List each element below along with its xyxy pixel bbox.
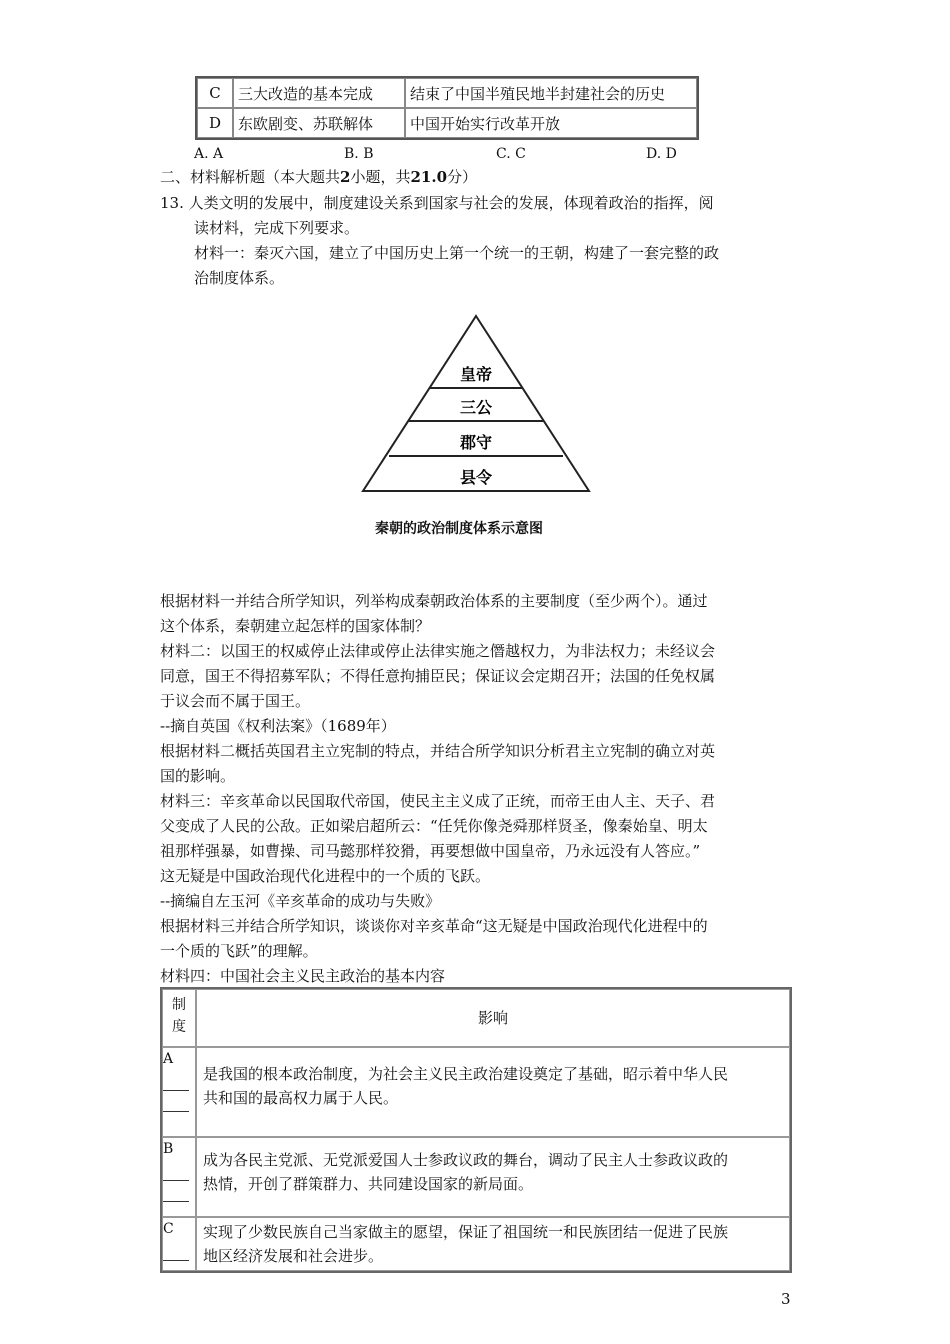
row-key-b: B (162, 1137, 196, 1217)
answer-blank[interactable] (163, 1181, 189, 1202)
row-impact: 成为各民主党派、无党派爱国人士参政议政的舞台，调动了民主人士参政议政的 热情，开创了群策群力、共同建设国家的新局面。 (196, 1137, 790, 1217)
question-13-intro: 13. 人类文明的发展中，制度建设关系到国家与社会的发展，体现着政治的指挥，阅 (160, 194, 714, 212)
option-a: A. A (194, 146, 224, 162)
pyramid-level-county: 县令 (459, 468, 493, 487)
question-text: 这个体系，秦朝建立起怎样的国家体制？ (160, 617, 431, 635)
option-b: B. B (344, 146, 374, 162)
pyramid-level-emperor: 皇帝 (459, 365, 493, 384)
option-d: D. D (646, 146, 677, 162)
page-number: 3 (781, 1290, 791, 1308)
row-key: C (197, 78, 233, 108)
material-1: 材料一：秦灭六国，建立了中国历史上第一个统一的王朝，构建了一套完整的政 (194, 244, 720, 262)
pyramid-level-three-dukes: 三公 (459, 398, 493, 417)
row-effect: 结束了中国半殖民地半封建社会的历史 (405, 78, 697, 108)
answer-blank[interactable] (163, 1070, 189, 1091)
material-3: 这无疑是中国政治现代化进程中的一个质的飞跃。 (160, 867, 491, 885)
material-3: 祖那样强暴，如曹操、司马懿那样狡猾，再要想做中国皇帝，乃永远没有人答应。” (160, 842, 701, 860)
row-key-a: A (162, 1047, 196, 1137)
table-row (162, 1217, 790, 1271)
question-text: 一个质的飞跃”的理解。 (160, 942, 318, 960)
option-c: C. C (496, 146, 526, 162)
table-row (197, 108, 697, 138)
question-13-intro-cont: 读材料，完成下列要求。 (194, 219, 360, 237)
answer-blank[interactable] (163, 1160, 189, 1181)
source-citation: --摘自英国《权利法案》（1689年） (160, 717, 396, 735)
answer-table-q12 (195, 76, 699, 140)
pyramid-caption: 秦朝的政治制度体系示意图 (375, 521, 543, 537)
material-2: 材料二：以国王的权威停止法律或停止法律实施之僭越权力，为非法权力；未经议会 (160, 642, 716, 660)
table-row (197, 78, 697, 108)
qin-pyramid-diagram (360, 312, 592, 494)
answer-blank[interactable] (163, 1091, 189, 1112)
question-text: 根据材料二概括英国君主立宪制的特点，并结合所学知识分析君主立宪制的确立对英 (160, 742, 716, 760)
row-impact: 实现了少数民族自己当家做主的愿望，保证了祖国统一和民族团结一促进了民族 地区经济发展和社会进步。 (196, 1217, 790, 1271)
material-2: 同意，国王不得招募军队；不得任意拘捕臣民；保证议会定期召开；法国的任免权属 (160, 667, 716, 685)
material-2: 于议会而不属于国王。 (160, 692, 311, 710)
table-row (162, 1047, 790, 1137)
material-3: 父变成了人民的公敌。正如梁启超所云：“任凭你像尧舜那样贤圣，像秦始皇、明太 (160, 817, 708, 835)
section-heading: 二、材料解析题（本大题共2小题，共21.0分） (160, 168, 478, 186)
row-key-c: C (162, 1217, 196, 1271)
question-text: 国的影响。 (160, 767, 236, 785)
header-impact: 影响 (196, 989, 790, 1047)
material-1-cont: 治制度体系。 (194, 269, 285, 287)
row-effect: 中国开始实行改革开放 (405, 108, 697, 138)
row-key: D (197, 108, 233, 138)
row-event: 三大改造的基本完成 (233, 78, 405, 108)
answer-blank[interactable] (163, 1240, 189, 1261)
material-3: 材料三：辛亥革命以民国取代帝国，使民主主义成了正统，而帝王由人主、天子、君 (160, 792, 716, 810)
row-impact: 是我国的根本政治制度，为社会主义民主政治建设奠定了基础，昭示着中华人民 共和国的最高权力属于人民。 (196, 1047, 790, 1137)
question-text: 根据材料一并结合所学知识，列举构成秦朝政治体系的主要制度（至少两个）。通过 (160, 592, 708, 610)
table-row (162, 1137, 790, 1217)
table-header-row (162, 989, 790, 1047)
source-citation: --摘编自左玉河《辛亥革命的成功与失败》 (160, 892, 441, 910)
material-4: 材料四：中国社会主义民主政治的基本内容 (160, 967, 446, 985)
question-text: 根据材料三并结合所学知识，谈谈你对辛亥革命“这无疑是中国政治现代化进程中的 (160, 917, 708, 935)
pyramid-level-commandery: 郡守 (459, 433, 493, 452)
header-system: 制 度 (162, 989, 196, 1047)
democracy-systems-table (160, 987, 792, 1273)
row-event: 东欧剧变、苏联解体 (233, 108, 405, 138)
